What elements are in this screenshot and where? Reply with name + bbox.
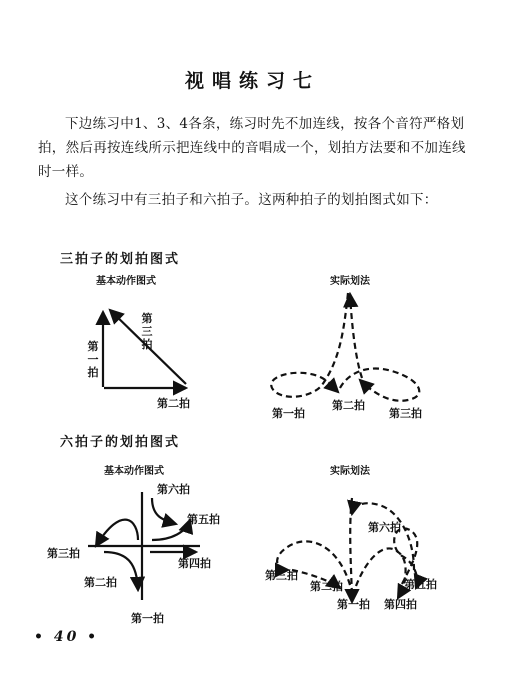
triple-actual-beat-1: 第一拍 [272,407,305,420]
sextuple-actual-beat-5: 第五拍 [404,578,437,591]
sextuple-basic-caption: 基本动作图式 [104,466,164,477]
sextuple-basic-beat-5: 第五拍 [187,513,220,526]
sextuple-meter-heading: 六拍子的划拍图式 [60,435,181,450]
triple-basic-caption: 基本动作图式 [96,276,156,287]
sextuple-basic-beat-1: 第一拍 [131,612,164,625]
page-title: 视唱练习七 [184,70,320,92]
triple-meter-heading: 三拍子的划拍图式 [60,252,181,267]
sextuple-basic-beat-6: 第六拍 [157,483,190,496]
sextuple-actual-diagram [277,498,417,602]
sextuple-actual-beat-1: 第一拍 [337,598,370,611]
sextuple-actual-beat-4: 第四拍 [384,598,417,611]
triple-basic-beat-1: 第一拍 [87,340,99,379]
sextuple-basic-beat-2: 第二拍 [84,576,117,589]
triple-actual-diagram [271,293,419,401]
page-number: • 40 • [34,629,100,645]
triple-actual-beat-2: 第二拍 [332,399,365,412]
paragraph-1: 下边练习中1、3、4各条，练习时先不加连线，按各个音符严格划拍，然后再按连线所示把连线中的音唱成一个，划拍方法要和不加连线时一样。 [38,116,466,180]
sextuple-actual-beat-6: 第六拍 [368,521,401,534]
triple-basic-beat-2: 第二拍 [157,397,190,410]
triple-basic-beat-3: 第三拍 [141,312,153,351]
paragraph-2: 这个练习中有三拍子和六拍子。这两种拍子的划拍图式如下： [65,192,438,208]
sextuple-basic-beat-3: 第三拍 [47,547,80,560]
sextuple-actual-beat-3: 第三拍 [265,569,298,582]
sextuple-actual-beat-2: 第二拍 [310,580,343,593]
triple-actual-beat-3: 第三拍 [389,407,422,420]
sextuple-basic-beat-4: 第四拍 [178,557,211,570]
sextuple-actual-caption: 实际划法 [330,466,370,477]
triple-actual-caption: 实际划法 [330,276,370,287]
